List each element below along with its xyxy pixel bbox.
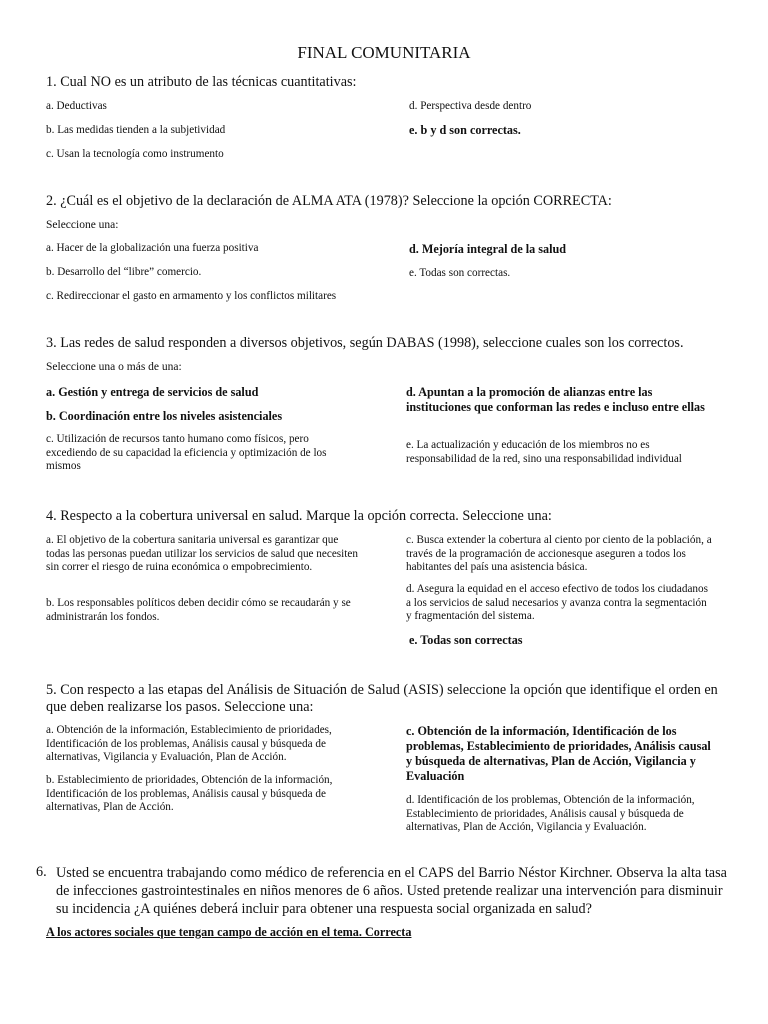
q5-option-c: c. Obtención de la información, Identificación de los problemas, Establecimiento de prioridades, Análisis causal y búsqueda de alternativas, Plan de Acción, Vigilancia y Evaluación — [406, 724, 711, 783]
q4-option-c: c. Busca extender la cobertura al ciento por ciento de la población, a través de la programación de accionesque aseguren a todos los habitantes del país una asistencia básica. — [406, 534, 712, 573]
q4-option-d: d. Asegura la equidad en el acceso efectivo de todos los ciudadanos a los servicios de salud necesarios y avanza contra la segmentación y fragmentación del sistema. — [406, 583, 708, 622]
q1-option-d: d. Perspectiva desde dentro — [409, 100, 532, 112]
q2-option-b: b. Desarrollo del “libre” comercio. — [46, 266, 202, 278]
q3-option-a: a. Gestión y entrega de servicios de salud — [46, 385, 259, 399]
q4-option-a: a. El objetivo de la cobertura sanitaria universal es garantizar que todas las personas puedan utilizar los servicios de salud que necesiten sin correr el riesgo de ruina económica o empobrecimiento. — [46, 534, 358, 573]
question-1: 1. Cual NO es un atributo de las técnicas cuantitativas: — [46, 74, 357, 90]
q3-option-c: c. Utilización de recursos tanto humano como físicos, pero excediendo de su capacidad la eficiencia y optimización de los mismos — [46, 433, 327, 472]
q2-option-d: d. Mejoría integral de la salud — [409, 242, 567, 256]
question-4: 4. Respecto a la cobertura universal en salud. Marque la opción correcta. Seleccione una: — [46, 508, 552, 524]
q4-option-e: e. Todas son correctas — [409, 633, 523, 647]
q3-option-e: e. La actualización y educación de los miembros no es responsabilidad de la red, sino una responsabilidad individual — [406, 439, 682, 465]
q3-instruction: Seleccione una o más de una: — [46, 361, 182, 373]
question-2: 2. ¿Cuál es el objetivo de la declaración de ALMA ATA (1978)? Seleccione la opción CORRECTA: — [46, 193, 612, 209]
q1-option-b: b. Las medidas tienden a la subjetividad — [46, 124, 226, 136]
q1-option-e: e. b y d son correctas. — [409, 123, 521, 137]
q3-option-d: d. Apuntan a la promoción de alianzas entre las instituciones que conforman las redes e incluso entre ellas — [406, 385, 705, 414]
q5-option-d: d. Identificación de los problemas, Obtención de la información, Establecimiento de prioridades, Análisis causal y búsqueda de alternativas, Plan de Acción, Vigilancia y Evaluación. — [406, 794, 695, 833]
q2-option-a: a. Hacer de la globalización una fuerza positiva — [46, 242, 259, 254]
q3-option-b: b. Coordinación entre los niveles asistenciales — [46, 409, 283, 423]
page-title: FINAL COMUNITARIA — [297, 43, 471, 62]
q4-option-b: b. Los responsables políticos deben decidir cómo se recaudarán y se administrarán los fondos. — [46, 597, 351, 623]
q6-answer: A los actores sociales que tengan campo de acción en el tema. Correcta — [46, 925, 412, 939]
q2-option-c: c. Redireccionar el gasto en armamento y los conflictos militares — [46, 290, 337, 302]
question-5: 5. Con respecto a las etapas del Análisis de Situación de Salud (ASIS) seleccione la opción que identifique el orden en que deben realizarse los pasos. Seleccione una: — [46, 682, 718, 715]
q5-option-a: a. Obtención de la información, Establecimiento de prioridades, Identificación de los problemas, Análisis causal y búsqueda de alternativas, Vigilancia y Evaluación, Plan de Acción. — [46, 724, 332, 763]
q1-option-c: c. Usan la tecnología como instrumento — [46, 148, 224, 160]
question-6-number: 6. — [36, 864, 47, 880]
question-3: 3. Las redes de salud responden a diversos objetivos, según DABAS (1998), seleccione cuales son los correctos. — [46, 335, 684, 351]
q5-option-b: b. Establecimiento de prioridades, Obtención de la información, Identificación de los problemas, Análisis causal y búsqueda de alternativas, Plan de Acción. — [46, 774, 333, 813]
q2-instruction: Seleccione una: — [46, 219, 119, 231]
question-6: Usted se encuentra trabajando como médico de referencia en el CAPS del Barrio Néstor Kirchner. Observa la alta tasa de infecciones gastrointestinales en niños menores de 6 años. Usted pretende realizar una intervención para disminuir su incidencia ¿A quiénes deberá incluir para obtener una respuesta social organizada en salud? — [56, 865, 727, 917]
q1-option-a: a. Deductivas — [46, 100, 107, 112]
q2-option-e: e. Todas son correctas. — [409, 267, 511, 279]
